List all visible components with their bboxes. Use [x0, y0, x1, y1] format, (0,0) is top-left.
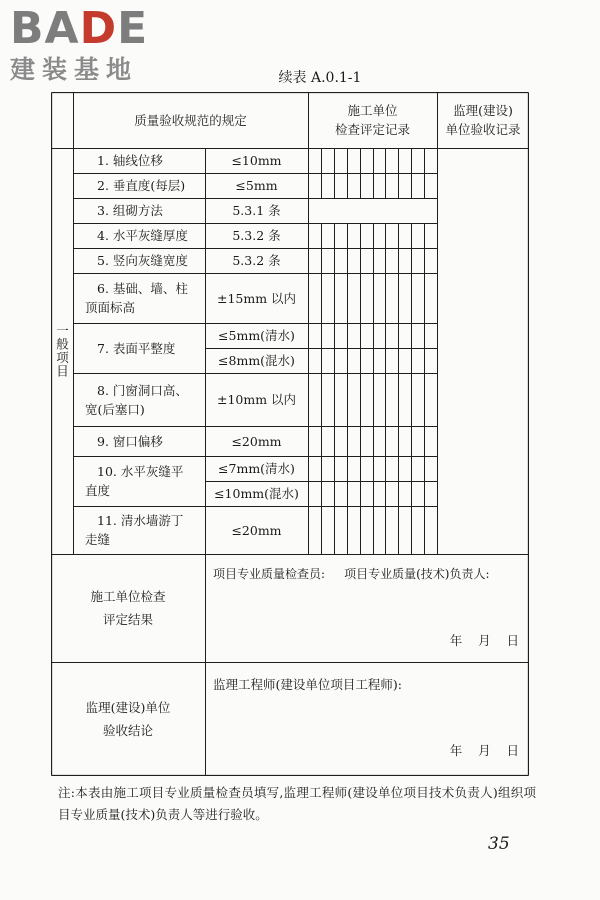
item-name: 1. 轴线位移	[97, 153, 163, 168]
item-value: 5.3.2 条	[232, 228, 281, 243]
logo-subtitle: 建装基地	[10, 55, 139, 84]
page-number: 35	[488, 834, 510, 854]
item-name: 9. 窗口偏移	[97, 433, 163, 449]
item-value: ≤20mm	[231, 522, 282, 538]
supervision-result-label: 监理(建设)单位 验收结论	[85, 700, 171, 738]
item-name: 2. 垂直度(每层)	[97, 178, 186, 193]
item-name: 4. 水平灰缝厚度	[97, 228, 188, 243]
header-supervision-record: 监理(建设) 单位验收记录	[445, 103, 521, 137]
item-name: 8. 门窗洞口高、 宽(后塞口)	[85, 382, 188, 417]
inspection-table	[51, 92, 529, 776]
item-value: ≤10mm	[231, 153, 282, 168]
supervision-date: 年 月 日	[449, 743, 519, 758]
item-name: 11. 清水墙游丁 走缝	[85, 513, 184, 547]
item-value: 5.3.2 条	[232, 253, 281, 268]
item-name: 10. 水平灰缝平 直度	[85, 464, 184, 498]
supervision-signers: 监理工程师(建设单位项目工程师):	[213, 676, 402, 692]
header-construction-eval: 施工单位 检查评定记录	[334, 103, 410, 137]
item-value: ±15mm 以内	[216, 290, 297, 306]
table-title: 续表 A.0.1-1	[278, 70, 362, 86]
item-value: ≤20mm	[231, 433, 282, 449]
item-value: ≤5mm(清水)	[218, 328, 295, 343]
item-value: 5.3.1 条	[232, 203, 281, 218]
item-value: ≤5mm	[235, 178, 278, 193]
footnote: 注:本表由施工项目专业质量检查员填写,监理工程师(建设单位项目技术负责人)组织项目专业质量(技术)负责人等进行验收。	[58, 785, 536, 822]
item-name: 7. 表面平整度	[97, 340, 176, 356]
logo-wordmark: BADE	[10, 3, 149, 54]
construction-result-label: 施工单位检查 评定结果	[90, 589, 166, 627]
construction-signers: 项目专业质量检查员: 项目专业质量(技术)负责人:	[213, 566, 490, 581]
item-name: 6. 基础、墙、柱 顶面标高	[85, 281, 188, 315]
item-value: ≤7mm(清水)	[218, 461, 295, 476]
item-value: ≤8mm(混水)	[218, 353, 295, 368]
item-value: ±10mm 以内	[216, 392, 297, 407]
item-name: 5. 竖向灰缝宽度	[97, 253, 188, 268]
category-label: 一般项目	[54, 324, 70, 378]
header-requirements: 质量验收规范的规定	[134, 112, 247, 128]
construction-date: 年 月 日	[449, 633, 519, 648]
item-name: 3. 组砌方法	[97, 203, 163, 218]
item-value: ≤10mm(混水)	[214, 486, 299, 501]
